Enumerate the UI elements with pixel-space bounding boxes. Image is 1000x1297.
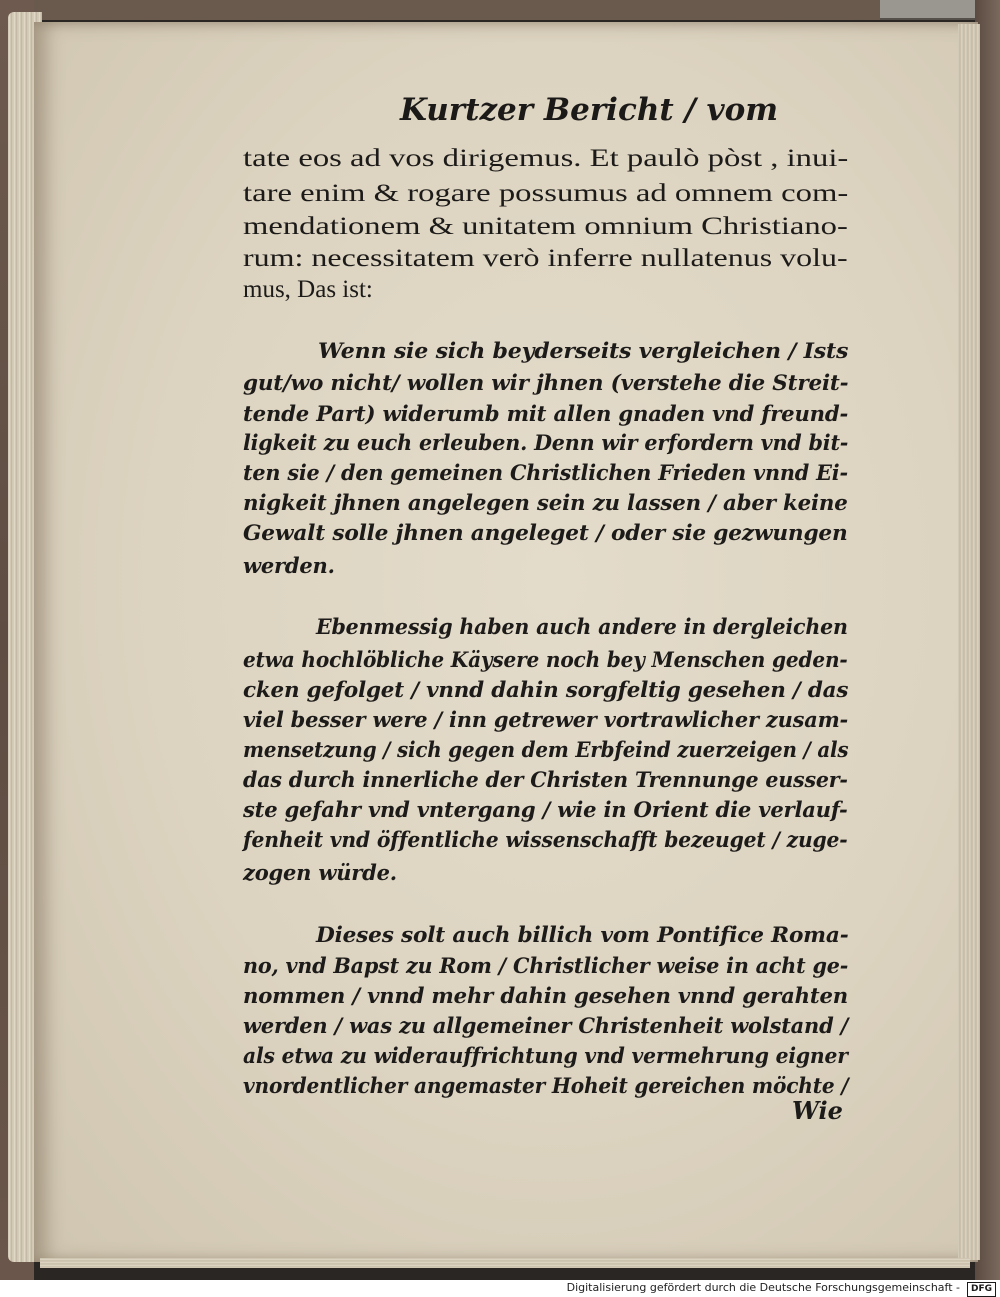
paragraph-3-line: nommen / vnnd mehr dahin gesehen vnnd gerahten (243, 983, 848, 1008)
paragraph-1-line: nigkeit jhnen angelegen sein zu lassen / aber keine (243, 490, 848, 515)
book-cover-top (0, 0, 1000, 20)
paragraph-2-line: fenheit vnd öffentliche wissenschafft bezeuget / zuge- (243, 827, 848, 852)
latin-line: tate eos ad vos dirigemus. Et paulò pòst , inui- (243, 145, 849, 172)
paragraph-1-line: Gewalt solle jhnen angeleget / oder sie gezwungen (243, 520, 848, 545)
running-head: Kurtzer Bericht / vom (400, 92, 779, 128)
latin-line: mus, Das ist: (243, 276, 373, 303)
page-stack-right (958, 24, 980, 1260)
page-stack-bottom (40, 1258, 970, 1268)
paragraph-1-line: gut/wo nicht/ wollen wir jhnen (verstehe die Streit- (243, 370, 849, 395)
paragraph-1-line: tende Part) widerumb mit allen gnaden vnd freund- (243, 401, 849, 426)
paragraph-3-line: vnordentlicher angemaster Hoheit gereichen möchte / (243, 1073, 849, 1098)
paragraph-2-line: Ebenmessig haben auch andere in dergleichen (316, 614, 848, 639)
footer-bar (0, 1280, 1000, 1297)
paragraph-3-line: als etwa zu widerauffrichtung vnd vermehrung eigner (243, 1043, 848, 1068)
paragraph-1-line: Wenn sie sich beyderseits vergleichen / Ists (318, 338, 849, 363)
paragraph-2-line: mensetzung / sich gegen dem Erbfeind zuerzeigen / als (243, 737, 849, 762)
funding-credit: Digitalisierung gefördert durch die Deutsche Forschungsgemeinschaft - (566, 1281, 960, 1294)
catchword: Wie (792, 1096, 843, 1125)
paragraph-1-line: ligkeit zu euch erleuben. Denn wir erfordern vnd bit- (243, 430, 849, 455)
latin-line: mendationem & unitatem omnium Christiano- (243, 213, 848, 240)
paragraph-1-line: werden. (243, 553, 335, 578)
paragraph-1-line: ten sie / den gemeinen Christlichen Frieden vnnd Ei- (243, 460, 848, 485)
paragraph-2-line: zogen würde. (243, 860, 397, 885)
paragraph-2-line: das durch innerliche der Christen Trennunge eusser- (243, 767, 848, 792)
latin-line: rum: necessitatem verò inferre nullatenus volu- (243, 245, 848, 272)
dfg-logo-icon: DFG (967, 1282, 996, 1297)
paragraph-3-line: werden / was zu allgemeiner Christenheit wolstand / (243, 1013, 849, 1038)
book-clasp (880, 0, 975, 20)
paragraph-3-line: no, vnd Bapst zu Rom / Christlicher weise in acht ge- (243, 953, 849, 978)
paragraph-2-line: ste gefahr vnd vntergang / wie in Orient die verlauf- (243, 797, 848, 822)
paragraph-2-line: cken gefolget / vnnd dahin sorgfeltig gesehen / das (243, 677, 849, 702)
paragraph-2-line: viel besser were / inn getrewer vortrawlicher zusam- (243, 707, 849, 732)
paragraph-3-line: Dieses solt auch billich vom Pontifice Roma- (316, 922, 849, 947)
latin-line: tare enim & rogare possumus ad omnem com- (243, 180, 849, 207)
paragraph-2-line: etwa hochlöbliche Käysere noch bey Menschen geden- (243, 647, 848, 672)
